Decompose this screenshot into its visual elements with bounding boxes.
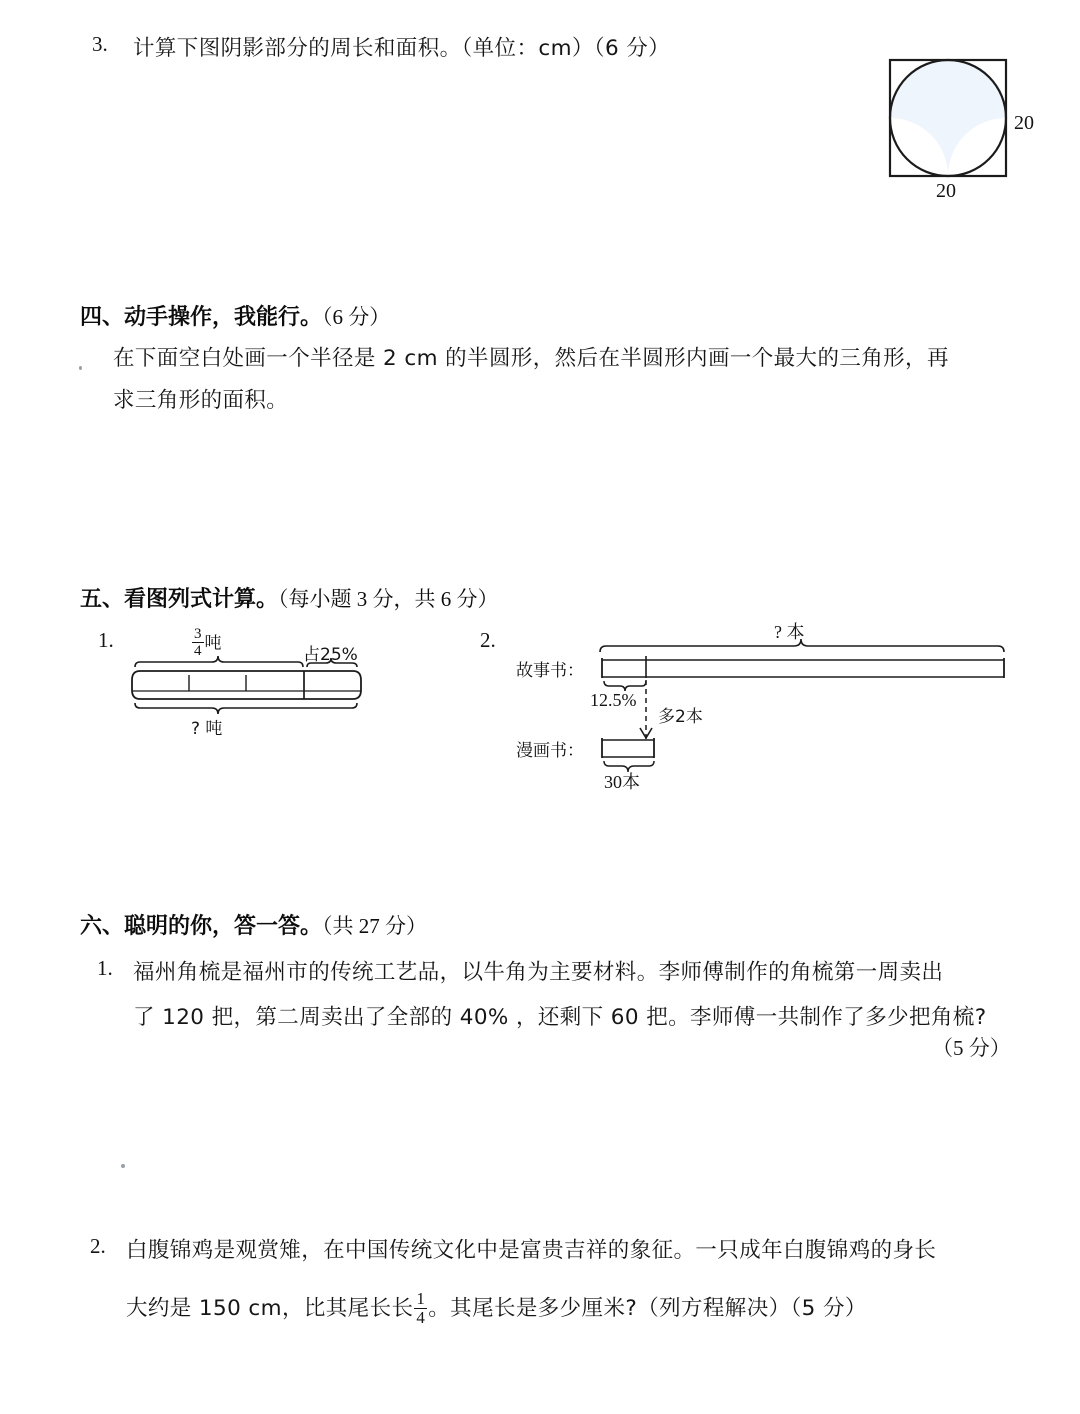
section-5-points: （每小题 3 分，共 6 分） <box>278 587 499 611</box>
section-5-heading-text: 五、看图列式计算。 <box>80 587 279 612</box>
brace-bottom <box>135 703 357 714</box>
shaded-area-figure <box>872 50 1072 200</box>
section-5-problem-2-number: 2. <box>480 628 496 652</box>
difference-label: 多2本 <box>658 707 703 727</box>
section-4-line-1: 在下面空白处画一个半径是 2 cm 的半圆形，然后在半圆形内画一个最大的三角形，再 <box>113 346 949 371</box>
fraction-denominator: 4 <box>194 643 202 660</box>
question-3-text: 计算下图阴影部分的周长和面积。（单位：cm）（6 分） <box>133 36 671 61</box>
problem-2-line2-part-b: 。其尾长是多少厘米?（列方程解决）（5 分） <box>428 1296 867 1322</box>
section-6-points: （共 27 分） <box>322 914 428 938</box>
percent-label: 12.5% <box>590 690 637 710</box>
bar-1-label-percent: 占25% <box>303 645 358 665</box>
fraction-numerator: 3 <box>194 626 202 642</box>
page-speck-left-margin <box>79 366 82 370</box>
story-book-row-label: 故事书： <box>516 661 584 681</box>
figure-label-right: 20 <box>1014 112 1034 134</box>
problem-2-line2-part-a: 大约是 150 cm，比其尾长长 <box>126 1296 414 1322</box>
bar-diagram-1 <box>128 622 398 737</box>
figure-label-bottom: 20 <box>936 180 956 202</box>
section-4-heading <box>80 300 390 331</box>
bar-1-label-fraction <box>191 626 222 659</box>
bar-1-label-question: ? 吨 <box>191 719 223 739</box>
section-6-problem-2-line-1: 白腹锦鸡是观赏雉，在中国传统文化中是富贵吉祥的象征。一只成年白腹锦鸡的身长 <box>126 1238 937 1263</box>
fraction-one-quarter <box>414 1290 427 1328</box>
section-5-heading <box>80 582 499 613</box>
comic-count-label: 30本 <box>604 772 640 792</box>
comic-book-row-label: 漫画书： <box>516 741 584 761</box>
total-books-label: ? 本 <box>774 622 805 642</box>
section-6-problem-1-points: （5 分） <box>932 1036 1011 1060</box>
section-6-problem-1-line-1: 福州角梳是福州市的传统工艺品，以牛角为主要材料。李师傅制作的角梳第一周卖出 <box>133 960 944 985</box>
section-6-problem-2-number: 2. <box>90 1234 106 1258</box>
section-6-problem-2-line-2 <box>126 1290 867 1328</box>
section-5-problem-1-number: 1. <box>98 628 114 652</box>
section-6-heading-text: 六、聪明的你，答一答。 <box>80 914 323 939</box>
section-4-heading-text: 四、动手操作，我能行。 <box>80 305 323 330</box>
fraction-numerator-2: 1 <box>416 1289 426 1308</box>
section-6-problem-1-number: 1. <box>97 956 113 980</box>
bar-diagram-2 <box>512 620 1032 792</box>
question-3-number: 3. <box>92 32 108 56</box>
page-speck-mid <box>121 1164 125 1168</box>
fraction-denominator-2: 4 <box>416 1308 426 1328</box>
section-6-heading <box>80 909 427 940</box>
section-6-problem-1-line-2: 了 120 把，第二周卖出了全部的 40% ，还剩下 60 把。李师傅一共制作了多少把角梳? <box>133 1005 987 1030</box>
section-4-line-2: 求三角形的面积。 <box>113 388 289 413</box>
bar-1-unit-ton: 吨 <box>204 633 222 654</box>
shaded-area-svg <box>872 50 1072 200</box>
section-4-points: （6 分） <box>322 305 391 329</box>
fraction-three-quarters <box>192 626 204 659</box>
